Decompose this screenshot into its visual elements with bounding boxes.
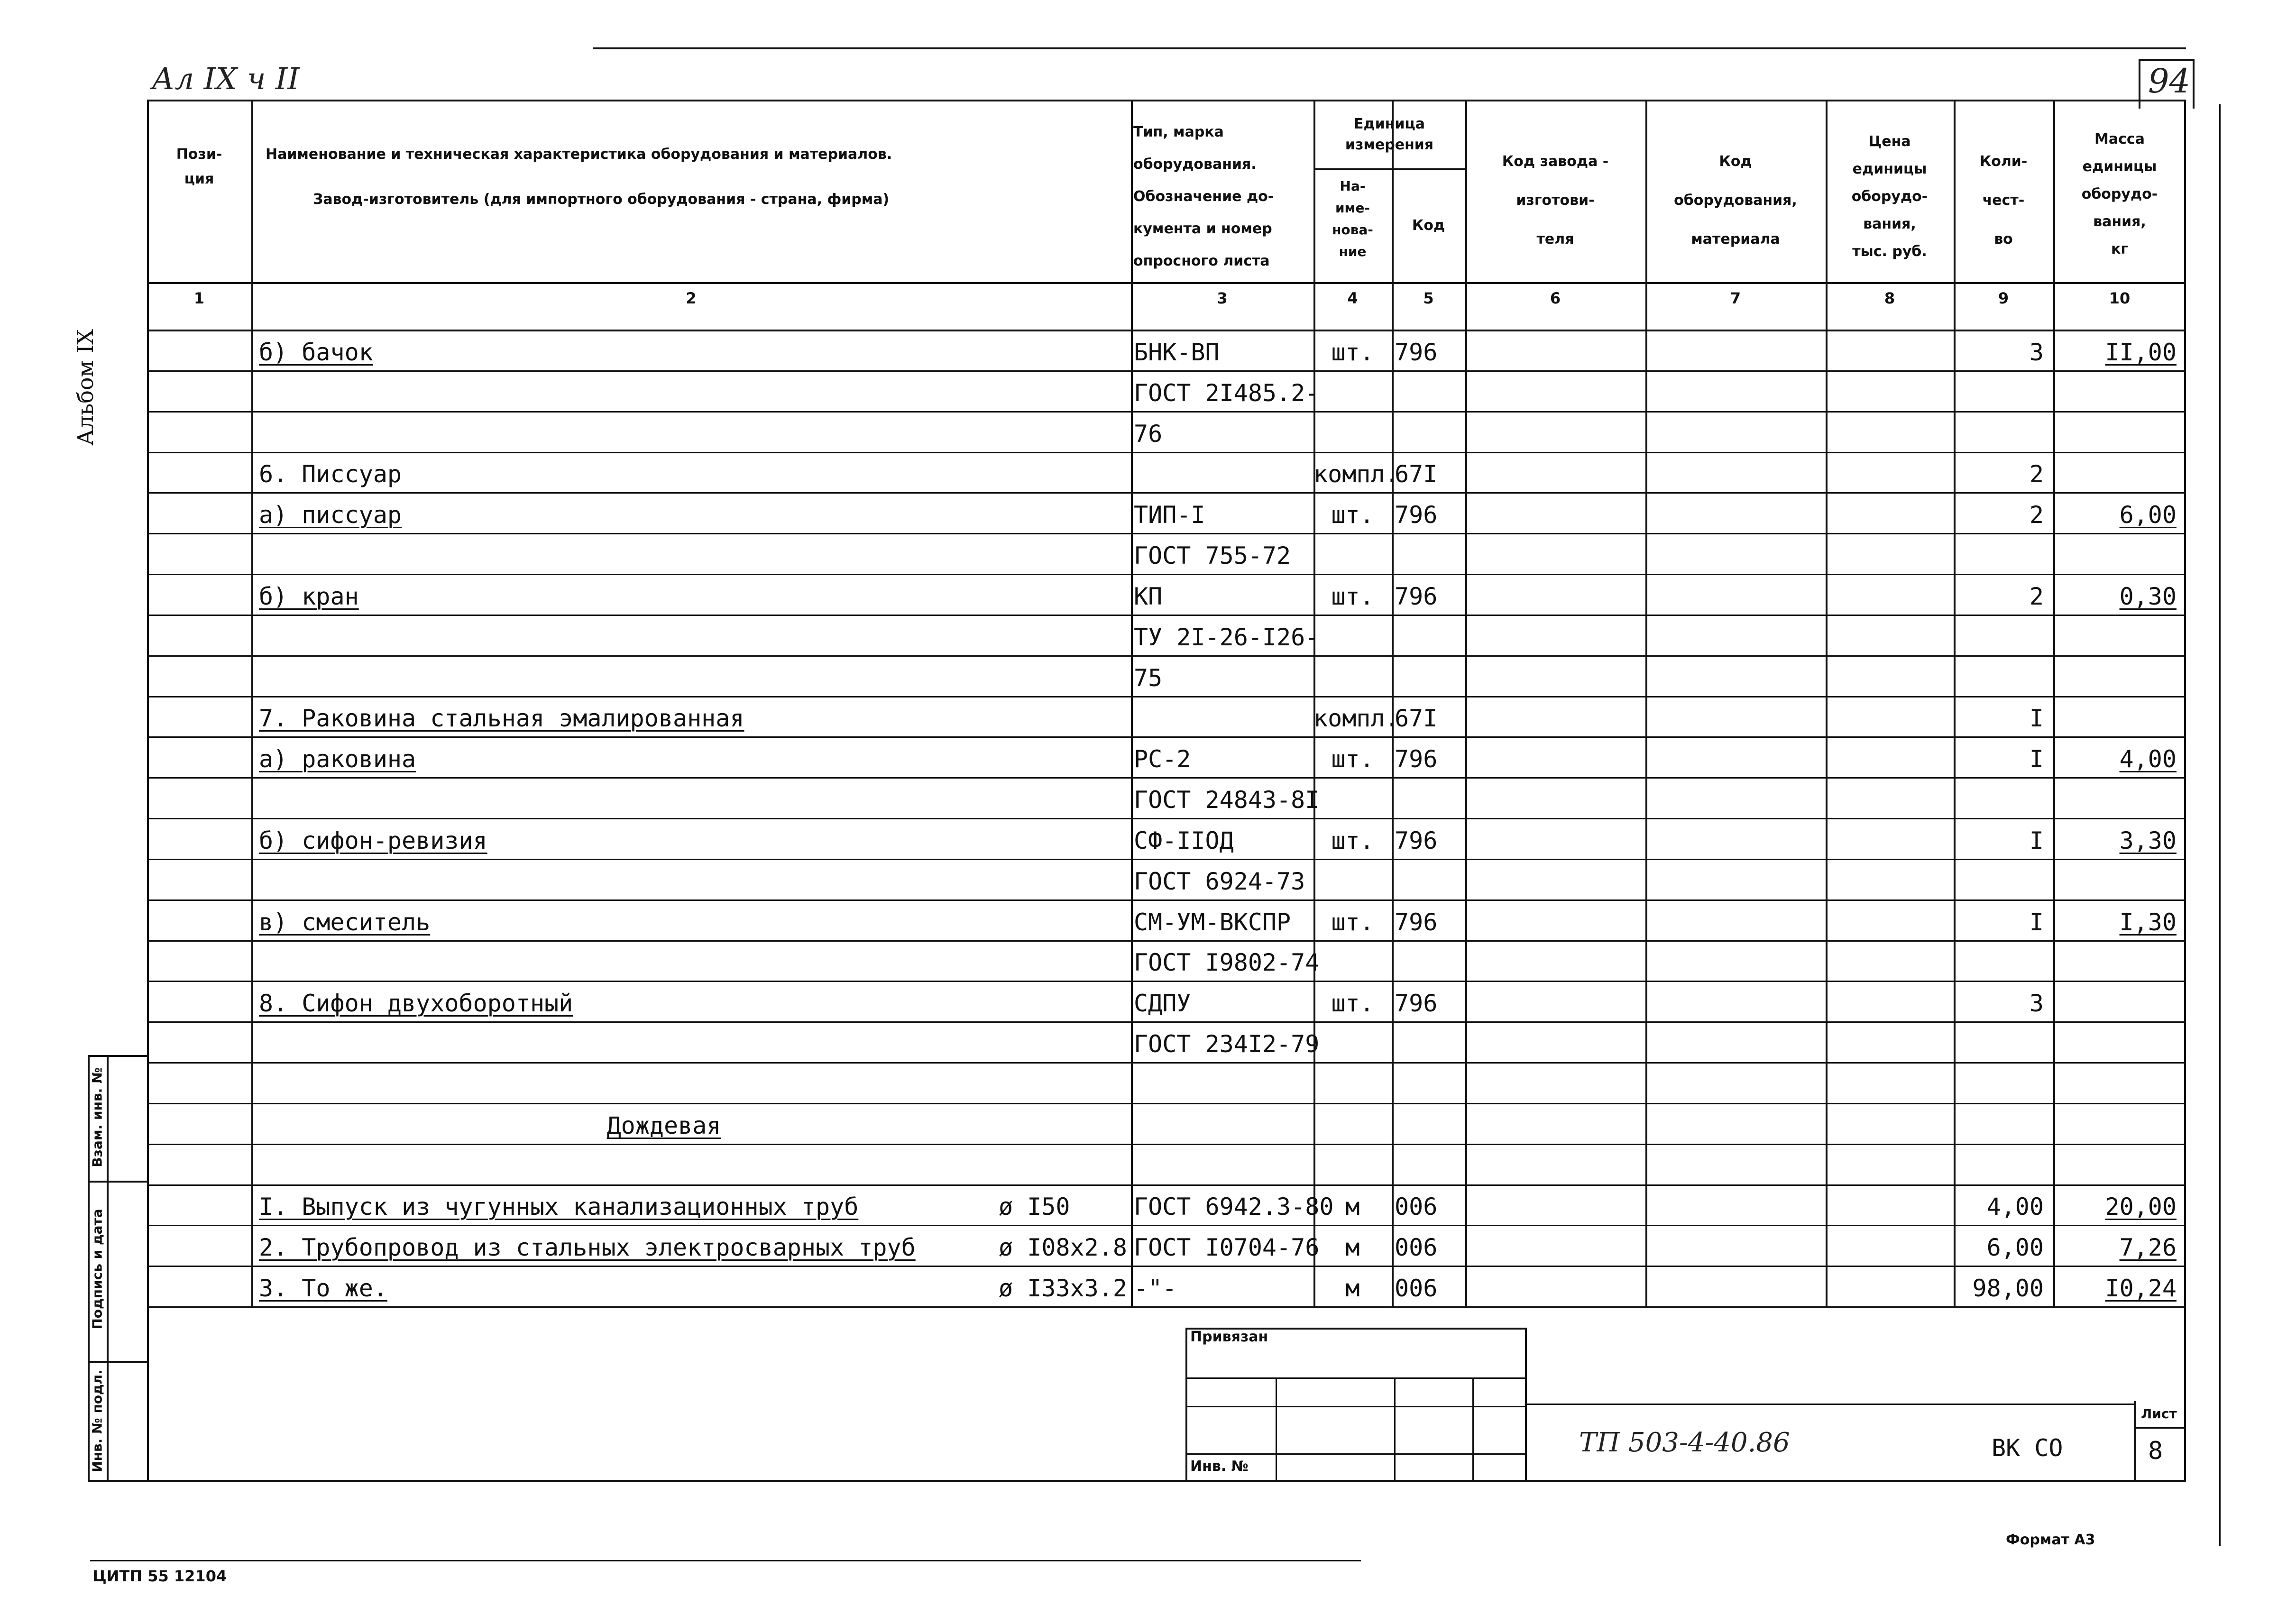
cell-type: СФ-IIОД (1134, 826, 1234, 854)
cell-type: -"- (1134, 1275, 1177, 1302)
col-line-4 (1392, 100, 1394, 1306)
header-name: Наименование и техническая характеристика оборудования и материалов. (266, 146, 892, 163)
row-line (147, 411, 2186, 413)
album-side-label: Альбом IX (73, 329, 98, 446)
cell-code: 796 (1395, 501, 1438, 529)
binding-col-3 (1472, 1377, 1474, 1482)
cell-name: а) писсуар (259, 501, 402, 529)
row-line (147, 1144, 2186, 1145)
cell-code: 796 (1395, 908, 1438, 936)
cell-type: ГОСТ 6942.3-80 (1134, 1193, 1334, 1221)
header-unit: Единица измерения (1345, 116, 1434, 153)
cell-type: ТИП-I (1134, 501, 1205, 529)
cell-qty: 2 (2029, 582, 2044, 610)
col-num-9: 9 (1998, 289, 2009, 307)
cell-mass: 6,00 (2119, 501, 2177, 529)
col-num-1: 1 (193, 289, 205, 307)
cell-unit: шт. (1331, 908, 1374, 936)
col-num-5: 5 (1423, 289, 1434, 307)
col-line-3 (1313, 100, 1315, 1306)
header-type: Тип, марка оборудования. Обозначение до- кумента и номер опросного листа (1133, 124, 1274, 269)
document-mark: ВК СО (1992, 1434, 2063, 1462)
cell-mass: 4,00 (2119, 745, 2177, 773)
cell-mass: I0,24 (2105, 1275, 2177, 1302)
cell-mass: 3,30 (2119, 826, 2177, 854)
section-heading: Дождевая (606, 1111, 721, 1139)
cell-mass: II,00 (2105, 338, 2177, 366)
cell-name: 8. Сифон двухоборотный (259, 990, 573, 1018)
cell-code: 006 (1395, 1193, 1438, 1221)
cell-code: 796 (1395, 990, 1438, 1018)
col-num-6: 6 (1550, 289, 1561, 307)
cell-qty: I (2029, 908, 2044, 936)
right-edge-rule (2219, 104, 2221, 1546)
side-stamp-signature-date: Подпись и дата (89, 1209, 105, 1330)
row-line (147, 981, 2186, 982)
number-row-divider (147, 330, 2186, 331)
binding-line-1 (1185, 1377, 1527, 1379)
cell-unit: шт. (1331, 990, 1374, 1018)
side-stamp-inv-original: Инв. № подл. (89, 1369, 105, 1472)
row-line (147, 1021, 2186, 1023)
cell-code: 67I (1395, 460, 1438, 488)
row-line (147, 777, 2186, 779)
cell-unit: шт. (1331, 826, 1374, 854)
col-line-9 (2053, 100, 2055, 1306)
cell-type: ГОСТ I0704-76 (1134, 1234, 1320, 1262)
header-maker: Завод-изготовитель (для импортного оборудования - страна, фирма) (313, 191, 890, 208)
cell-name: б) сифон-ревизия (259, 826, 487, 854)
cell-name: 6. Писсуар (259, 460, 402, 488)
col-line-2 (1131, 100, 1133, 1306)
cell-mass: 7,26 (2119, 1234, 2177, 1262)
cell-dia: ø I33х3.2 (999, 1275, 1127, 1302)
cell-type: СДПУ (1134, 990, 1191, 1018)
cell-qty: I (2029, 826, 2044, 854)
album-note: Ал IX ч II (152, 62, 300, 97)
col-line-5 (1465, 100, 1467, 1306)
cell-type: РС-2 (1134, 745, 1191, 773)
table-bottom (147, 1306, 2186, 1308)
footer-rule (90, 1560, 1361, 1561)
col-num-2: 2 (686, 289, 697, 307)
sheet-top-number: 94 (2148, 62, 2191, 101)
cell-unit: шт. (1331, 501, 1374, 529)
row-line (147, 655, 2186, 657)
cell-name: а) раковина (259, 745, 416, 773)
side-stamp-replace-inv: Взам. инв. № (89, 1067, 105, 1167)
col-line-7 (1826, 100, 1828, 1306)
cell-type: ГОСТ 755-72 (1134, 542, 1291, 569)
sheet-number: 8 (2148, 1437, 2163, 1465)
side-stamp-divider (107, 1055, 109, 1482)
cell-qty: I (2029, 745, 2044, 773)
cell-unit: шт. (1331, 338, 1374, 366)
col-line-6 (1645, 100, 1647, 1306)
row-line (147, 1225, 2186, 1226)
row-line (147, 1266, 2186, 1267)
cell-qty: 4,00 (1986, 1193, 2044, 1221)
org-label: ЦИТП 55 12104 (92, 1567, 227, 1585)
row-line (147, 574, 2186, 575)
cell-mass: 20,00 (2105, 1193, 2177, 1221)
header-unit-name: На- име- нова- ние (1332, 178, 1373, 259)
cell-type: ГОСТ 24843-8I (1134, 786, 1320, 814)
cell-qty: 98,00 (1972, 1275, 2044, 1302)
cell-type: КП (1134, 582, 1163, 610)
cell-unit: шт. (1331, 745, 1374, 773)
cell-qty: 3 (2029, 990, 2044, 1018)
cell-name: 3. То же. (259, 1275, 387, 1302)
row-line (147, 859, 2186, 860)
row-line (147, 452, 2186, 453)
col-line-8 (1954, 100, 1956, 1306)
binding-col-2 (1394, 1377, 1396, 1482)
cell-dia: ø I50 (999, 1193, 1070, 1221)
cell-code: 67I (1395, 705, 1438, 733)
cell-name: б) кран (259, 582, 359, 610)
cell-unit: м (1345, 1275, 1360, 1302)
cell-type: 76 (1134, 420, 1163, 448)
row-line (147, 818, 2186, 819)
row-line (147, 370, 2186, 372)
row-line (147, 1103, 2186, 1104)
cell-qty: 2 (2029, 460, 2044, 488)
cell-name: 2. Трубопровод из стальных электросварных труб (259, 1234, 916, 1262)
col-num-4: 4 (1347, 289, 1358, 307)
cell-code: 006 (1395, 1234, 1438, 1262)
cell-name: б) бачок (259, 338, 373, 366)
cell-code: 796 (1395, 582, 1438, 610)
binding-line-3 (1185, 1453, 1527, 1455)
cell-type: БНК-ВП (1134, 338, 1220, 366)
row-line (147, 1184, 2186, 1186)
sheet-label: Лист (2141, 1406, 2177, 1422)
unit-subheader-line (1313, 168, 1465, 170)
col-line-1 (251, 100, 253, 1306)
cell-unit: компл. (1313, 705, 1399, 733)
col-num-3: 3 (1217, 289, 1228, 307)
cell-unit: компл. (1313, 460, 1399, 488)
cell-code: 796 (1395, 826, 1438, 854)
cell-type: ТУ 2I-26-I26- (1134, 623, 1320, 651)
row-line (147, 899, 2186, 901)
cell-name: в) смеситель (259, 908, 431, 936)
binding-label: Привязан (1190, 1329, 1268, 1345)
cell-mass: I,30 (2119, 908, 2177, 936)
cell-type: 75 (1134, 664, 1163, 692)
binding-col-1 (1276, 1377, 1277, 1482)
row-line (147, 533, 2186, 534)
cell-unit: м (1345, 1234, 1360, 1262)
cell-code: 796 (1395, 338, 1438, 366)
cell-qty: 6,00 (1986, 1234, 2044, 1262)
cell-qty: I (2029, 705, 2044, 733)
cell-type: ГОСТ 6924-73 (1134, 867, 1305, 895)
row-line (147, 940, 2186, 942)
binding-line-2 (1185, 1406, 1527, 1407)
header-divider (147, 282, 2186, 284)
format-label: Формат А3 (2006, 1532, 2095, 1548)
row-line (147, 1062, 2186, 1064)
cell-name: I. Выпуск из чугунных канализационных труб (259, 1193, 859, 1221)
cell-code: 006 (1395, 1275, 1438, 1302)
header-position: Пози- ция (176, 146, 222, 187)
header-unit-code: Код (1412, 217, 1445, 234)
sheet-box-line (2134, 1427, 2186, 1429)
header-plant-code: Код завода - изготови- теля (1502, 153, 1609, 248)
header-price: Цена единицы оборудо- вания, тыс. руб. (1851, 133, 1928, 260)
cell-type: ГОСТ I9802-74 (1134, 949, 1320, 977)
cell-type: ГОСТ 2I485.2- (1134, 379, 1320, 407)
col-num-10: 10 (2109, 289, 2131, 307)
document-code: ТП 503-4-40.86 (1579, 1427, 1790, 1458)
row-line (147, 492, 2186, 494)
header-equipment-code: Код оборудования, материала (1674, 153, 1797, 248)
cell-mass: 0,30 (2119, 582, 2177, 610)
col-num-7: 7 (1730, 289, 1741, 307)
title-block-line (1527, 1404, 2134, 1405)
header-quantity: Коли- чест- во (1979, 153, 2028, 248)
row-line (147, 736, 2186, 738)
row-line (147, 615, 2186, 616)
cell-unit: м (1345, 1193, 1360, 1221)
cell-dia: ø I08х2.8 (999, 1234, 1127, 1262)
top-rule (593, 47, 2186, 49)
col-num-8: 8 (1884, 289, 1895, 307)
cell-unit: шт. (1331, 582, 1374, 610)
cell-name: 7. Раковина стальная эмалированная (259, 705, 744, 733)
binding-inv-label: Инв. № (1190, 1458, 1249, 1475)
cell-type: ГОСТ 234I2-79 (1134, 1030, 1320, 1058)
header-mass: Масса единицы оборудо- вания, кг (2081, 131, 2158, 257)
cell-type: СМ-УМ-ВКСПР (1134, 908, 1291, 936)
cell-qty: 3 (2029, 338, 2044, 366)
cell-qty: 2 (2029, 501, 2044, 529)
row-line (147, 696, 2186, 697)
cell-code: 796 (1395, 745, 1438, 773)
